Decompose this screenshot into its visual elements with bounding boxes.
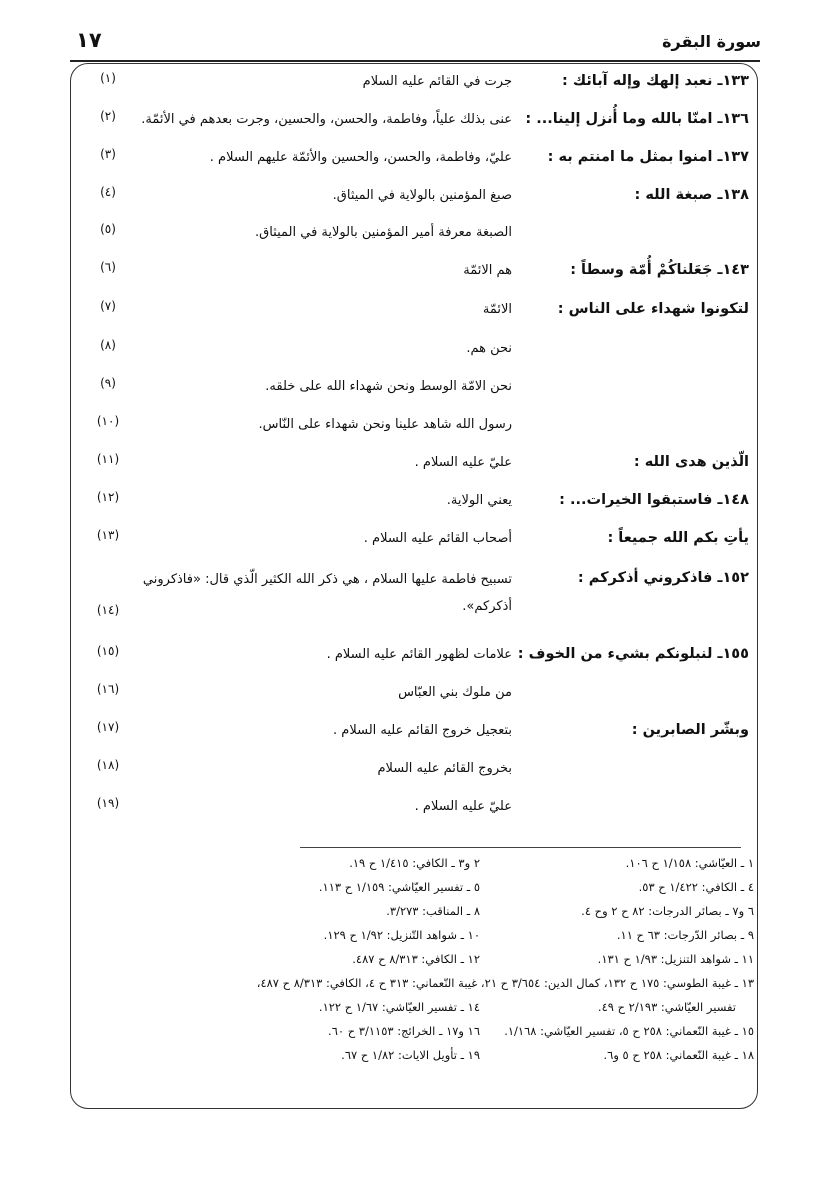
commentary-text: عليّ عليه السلام . [414,799,512,814]
footnote: ١٦ و١٧ ـ الخرائج: ٣/١١٥٣ ح ٦٠. [328,1024,480,1038]
footnote: ١٠ ـ شواهد التّنزيل: ١/٩٢ ح ١٢٩. [323,928,480,942]
commentary-text: بتعجيل خروج القائم عليه السلام . [333,723,512,738]
entry-row [70,488,761,518]
footnote-marker: (٧) [100,299,116,313]
verse-ref: وبشّر الصابرين : [631,722,749,738]
footnote: ١٢ ـ الكافي: ٨/٣١٣ ح ٤٨٧. [352,952,480,966]
footnote-marker: (١٤) [96,603,120,617]
footnote-marker: (١٧) [96,720,120,734]
entry-row [70,107,761,137]
entry-row [70,69,761,99]
entry-row [70,183,761,213]
footnote: ١٩ ـ تأويل الايات: ١/٨٢ ح ٦٧. [341,1048,480,1062]
footnote-marker: (١٢) [96,490,120,504]
commentary-text: عليّ، وفاطمة، والحسن، والحسين والأئمّة عليهم السلام . [209,150,512,165]
verse-ref: ١٣٧ـ امنوا بمثل ما امنتم به : [547,149,749,165]
header-rule [70,60,760,62]
entry-row [70,145,761,175]
commentary-text: عليّ عليه السلام . [414,455,512,470]
verse-ref: ١٤٣ـ جَعَلناكُمْ أُمّة وسطاً : [570,262,749,278]
commentary-text: بخروج القائم عليه السلام [377,761,512,776]
entry-row [70,526,761,556]
verse-ref: ١٣٣ـ نعبد إلهك وإله آبائك : [562,73,749,89]
page-header [70,26,761,58]
entry-row [70,336,761,366]
footnote: ١٣ ـ غيبة الطوسي: ١٧٥ ح ١٣٢، كمال الدين: ٣/٦٥٤ ح ٢١، غيبة النّعماني: ٣١٣ ح ٤، الكافي: ٨/٣١٣ ح ٤٨٧، [256,976,754,990]
footnote-marker: (١٥) [96,644,120,658]
verse-ref: ١٥٥ـ لنبلونكم بشيء من الخوف : [517,646,749,662]
footnote: ٢ و٣ ـ الكافي: ١/٤١٥ ح ١٩. [349,856,480,870]
footnote-marker: (١٣) [96,528,120,542]
verse-ref: ١٥٢ـ فاذكروني أذكركم : [577,570,749,586]
footnote: ١٥ ـ غيبة النّعماني: ٢٥٨ ح ٥، تفسير العيّاشي: ١/١٦٨. [504,1024,754,1038]
footnote: تفسير العيّاشي: ٢/١٩٣ ح ٤٩. [597,1000,736,1014]
footnote: ٨ ـ المناقب: ٣/٢٧٣. [386,904,480,918]
commentary-text: عنى بذلك علياً، وفاطمة، والحسن، والحسين، وجرت بعدهم في الأئمّة. [141,112,512,127]
footnote: ٩ ـ بصائر الدّرجات: ٦٣ ح ١١. [616,928,754,942]
commentary-text: الائمّة [482,302,512,317]
footnote: ١٨ ـ غيبة النّعماني: ٢٥٨ ح ٥ و٦. [603,1048,754,1062]
footnote-marker: (١٨) [96,758,120,772]
verse-ref: الّذين هدى الله : [633,454,749,470]
verse-ref: ١٤٨ـ فاستبقوا الخيرات... : [559,492,749,508]
footnote-marker: (٤) [100,185,116,199]
footnote-marker: (١٩) [96,796,120,810]
footnote: ١ ـ العيّاشي: ١/١٥٨ ح ١٠٦. [625,856,754,870]
footnote-marker: (١١) [96,452,120,466]
entry-row [70,718,761,748]
commentary-text: يعني الولاية. [446,493,512,508]
entry-row [70,258,761,288]
footnote-marker: (١) [100,71,116,85]
footnote-marker: (٣) [100,147,116,161]
footnote-marker: (٨) [100,338,116,352]
entry-row [70,297,761,327]
footnote: ١٤ ـ تفسير العيّاشي: ١/٦٧ ح ١٢٢. [318,1000,480,1014]
surah-title: سورة البقرة [662,32,761,51]
commentary-text: الصبغة معرفة أمير المؤمنين بالولاية في الميثاق. [255,225,512,240]
commentary-text: صبغ المؤمنين بالولاية في الميثاق. [332,188,512,203]
footnote-marker: (٥) [100,222,116,236]
commentary-text: علامات لظهور القائم عليه السلام . [326,647,512,662]
entry-row [70,374,761,404]
entry-row [70,642,761,672]
commentary-text: جرت في القائم عليه السلام [362,74,512,89]
commentary-text: نحن هم. [466,341,512,356]
footnote-marker: (٩) [100,376,116,390]
footnote: ١١ ـ شواهد التنزيل: ١/٩٣ ح ١٣١. [597,952,754,966]
verse-ref: ١٣٦ـ امنّا بالله وما أُنزل إلينا... : [525,111,749,127]
entry-row [70,220,761,250]
footnote-marker: (٢) [100,109,116,123]
commentary-text: رسول الله شاهد علينا ونحن شهداء على النّاس. [258,417,512,432]
footnote-separator [300,847,741,848]
entry-row [70,756,761,786]
entry-row [70,566,761,626]
footnote-marker: (٦) [100,260,116,274]
footnote-marker: (١٠) [96,414,120,428]
commentary-text: تسبيح فاطمة عليها السلام ، هي ذكر الله الكثير الّذي قال: «فاذكروني أذكركم». [142,572,512,614]
commentary-text: أصحاب القائم عليه السلام . [363,531,512,546]
entry-row [70,412,761,442]
footnote: ٤ ـ الكافي: ١/٤٢٢ ح ٥٣. [638,880,754,894]
verse-ref: يأتِ بكم الله جميعاً : [607,530,749,546]
entry-row [70,450,761,480]
footnote-marker: (١٦) [96,682,120,696]
commentary-text: من ملوك بني العبّاس [398,685,512,700]
commentary-text: نحن الامّة الوسط ونحن شهداء الله على خلقه. [265,379,512,394]
footnote: ٥ ـ تفسير العيّاشي: ١/١٥٩ ح ١١٣. [318,880,480,894]
commentary-text: هم الائمّة [463,263,512,278]
verse-ref: ١٣٨ـ صبغة الله : [634,187,749,203]
entry-row [70,680,761,710]
footnote: ٦ و٧ ـ بصائر الدرجات: ٨٢ ح ٢ وح ٤. [581,904,754,918]
page-number: ١٧ [76,28,102,52]
entry-row [70,794,761,824]
verse-ref: لتكونوا شهداء على الناس : [557,301,749,317]
